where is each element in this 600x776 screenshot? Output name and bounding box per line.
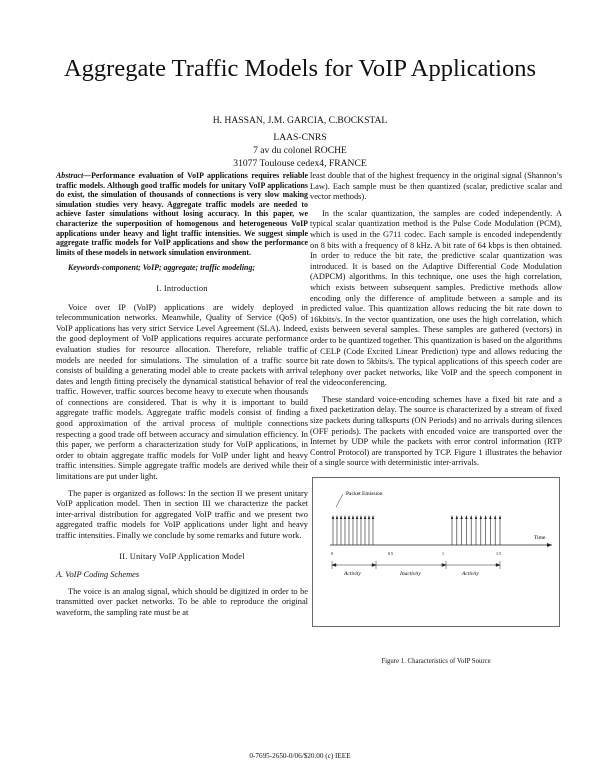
packet-arrowhead bbox=[368, 515, 370, 519]
packet-arrowhead bbox=[494, 515, 496, 519]
packet-arrowhead bbox=[465, 515, 467, 519]
period-brackets bbox=[332, 561, 500, 569]
intro-paragraph-2: The paper is organized as follows: In the section II we present unitary VoIP application model. Then in section III we characterize the packet inter-arrival distribution for aggregated VoIP traffic and we present two aggregated traffic models for VoIP applications under light and heavy traffic intensities. Finally we conclude by some remarks and future work. bbox=[56, 488, 308, 540]
section-heading-unitary-model: II. Unitary VoIP Application Model bbox=[119, 551, 245, 561]
right-paragraph-0: least double that of the highest frequency in the original signal (Shannon’s Law). Each sample must be then quantized (scalar, predictive scalar and vector methods). bbox=[310, 171, 562, 202]
abstract bbox=[56, 171, 308, 257]
subsection-heading-coding: A. VoIP Coding Schemes bbox=[56, 570, 140, 580]
keywords: Keywords-component; VoIP; aggregate; traffic modeling; bbox=[68, 263, 256, 273]
packet-arrowhead bbox=[456, 515, 458, 519]
packet-pulses bbox=[332, 515, 501, 545]
packet-arrowhead bbox=[460, 515, 462, 519]
author-names: H. HASSAN, J.M. GARCIA, C.BOCKSTAL bbox=[212, 115, 388, 126]
figure-diagram bbox=[312, 477, 560, 627]
packet-arrowhead bbox=[360, 515, 362, 519]
packet-arrowhead bbox=[364, 515, 366, 519]
packet-emission-label: Packet Emission bbox=[346, 491, 383, 498]
figure-voip-source bbox=[312, 477, 560, 669]
author-street: 7 av du colonel ROCHE bbox=[253, 145, 347, 156]
packet-arrowhead bbox=[499, 515, 501, 519]
activity-label-2: Activity bbox=[462, 571, 479, 578]
abstract-label: Abstract bbox=[56, 171, 84, 180]
packet-arrowhead bbox=[475, 515, 477, 519]
paper-title: Aggregate Traffic Models for VoIP Applications bbox=[63, 55, 537, 82]
time-label: Time bbox=[534, 535, 546, 542]
intro-paragraph-1: Voice over IP (VoIP) applications are widely deployed in telecommunication networks. Meanwhile, Quality of Service (QoS) of VoIP applications has very strict Service Level Agreement (SLA). Indeed, the good deployment of VoIP applications requires accurate performance evaluation studies for resource allocation. Therefore, reliable traffic models are needed for simulations. The simulation of a traffic source consists of building a generating model able to create packets with arrival dates and length fitting precisely the dynamical statistical behavior of real traffic. However, traffic sources become heavy to execute when thousands of connections are considered. That is why it is important to build aggregate traffic models. Aggregate traffic models consist of finding a good approximation of the arrival process of multiple connections respecting a good trade off between accuracy and simulation efficiency. In this paper, we perform a characterization study for VoIP applications, in order to obtain aggregate traffic models for VoIP under light and heavy traffic intensities. Simple aggregate traffic models are derived while their limitations are put under light. bbox=[56, 302, 308, 482]
inactivity-label: Inactivity bbox=[400, 571, 421, 578]
packet-arrowhead bbox=[484, 515, 486, 519]
packet-arrowhead bbox=[348, 515, 350, 519]
author-affiliation: LAAS-CNRS bbox=[273, 132, 327, 143]
time-axis-arrow bbox=[547, 543, 552, 547]
packet-arrowhead bbox=[340, 515, 342, 519]
packet-arrowhead bbox=[489, 515, 491, 519]
packet-arrowhead bbox=[470, 515, 472, 519]
activity-label-1: Activity bbox=[344, 571, 361, 578]
abstract-text: —Performance evaluation of VoIP applications requires reliable traffic models. Although good traffic models for unitary VoIP applications do exist, the simulation of thousands of connections is very slow making simulation studies very heavy. Aggregate traffic models are needed to achieve faster simulations without losing accuracy. In this paper, we characterize the superposition of homogenous and heterogeneous VoIP applications under heavy and light traffic intensities. We suggest simple aggregate traffic models for VoIP applications and show the performance limits of these models in network simulation environment. bbox=[56, 171, 308, 257]
packet-pointer-line bbox=[336, 494, 343, 507]
packet-arrowhead bbox=[336, 515, 338, 519]
tick-label-a: 0 bbox=[331, 551, 333, 557]
footer-copyright: 0-7695-2650-0/06/$20.00 (c) IEEE bbox=[249, 752, 351, 760]
tick-label-c: 1 bbox=[442, 551, 444, 557]
packet-arrowhead bbox=[356, 515, 358, 519]
right-paragraph-1: In the scalar quantization, the samples are coded independently. A typical scalar quantization method is the Pulse Code Modulation (PCM), which is used in the G711 codec. Each sample is encoded independently on 8 bits with a frequency of 8 kHz. A bit rate of 64 kbps is then obtained. In order to reduce the bit rate, the predictive scalar quantization was introduced. It is based on the Adaptive Differential Code Modulation (ADPCM) algorithms. In this technique, one uses the high correlation, which exists between subsequent samples. Predictive methods allow encoding only the difference of amplitude between a sample and its predicted value. This quantization allows reducing the bit rate down to 16kbits/s. In the vector quantization, one uses the high correlation, which exists between several samples. These samples are gathered (vectors) in order to be quantized together. This quantization is based on the algorithms of CELP (Code Excited Linear Prediction) type and allows reducing the bit rate down to 5kbits/s. The typical applications of this speech coder are telephony over packet networks, like VoIP and the speech component in the videoconferencing. bbox=[310, 208, 562, 388]
right-column bbox=[310, 171, 562, 669]
tick-label-d: 1.5 bbox=[496, 551, 501, 557]
coding-paragraph-1: The voice is an analog signal, which should be digitized in order to be transmitted over packet networks. To be able to reproduce the original waveform, the sampling rate must be at bbox=[56, 586, 308, 617]
right-paragraph-2: These standard voice-encoding schemes have a fixed bit rate and a fixed packetization delay. The source is characterized by a stream of fixed size packets during talkspurts (ON Periods) and no arrivals during silences (OFF periods). The packets with encoded voice are transported over the Internet by UDP while the packets with error control information (RTP Control Protocol) are transported by TCP. Figure 1 illustrates the behavior of a single source with deterministic inter-arrivals. bbox=[310, 394, 562, 468]
author-block bbox=[0, 114, 600, 170]
left-column bbox=[56, 171, 308, 625]
packet-arrowhead bbox=[451, 515, 453, 519]
packet-arrowhead bbox=[344, 515, 346, 519]
packet-arrowhead bbox=[480, 515, 482, 519]
tick-label-b: 0.5 bbox=[388, 551, 393, 557]
author-city: 31077 Toulouse cedex4, FRANCE bbox=[233, 158, 367, 169]
figure-caption: Figure 1. Characteristics of VoIP Source bbox=[381, 658, 491, 666]
section-heading-introduction: I. Introduction bbox=[156, 283, 208, 293]
packet-arrowhead bbox=[372, 515, 374, 519]
packet-arrowhead bbox=[332, 515, 334, 519]
packet-arrowhead bbox=[352, 515, 354, 519]
